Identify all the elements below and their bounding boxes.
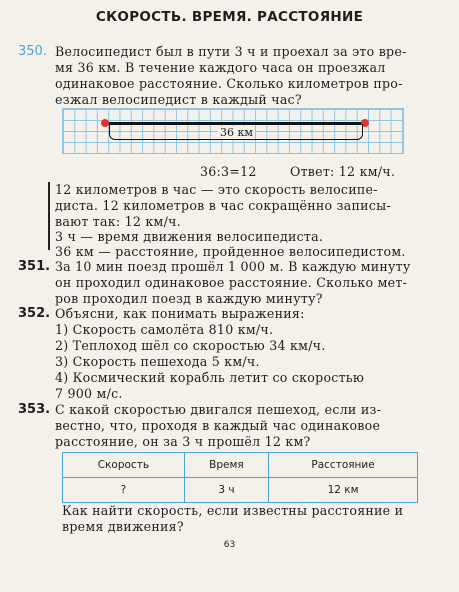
- notes-margin-bar: [48, 182, 50, 250]
- problem-352-item-3: 3) Скорость пешехода 5 км/ч.: [55, 354, 260, 369]
- problem-353-line-2: вестно, что, проходя в каждый час одинаковое: [55, 418, 381, 433]
- problem-351-line-3: ров проходил поезд в каждую минуту?: [55, 291, 323, 306]
- table-header-row: [63, 453, 418, 478]
- problem-number-350: 350.: [18, 44, 47, 59]
- question-line-2: время движения?: [62, 519, 184, 534]
- problem-350-line-2: мя 36 км. В течение каждого часа он проезжал: [55, 60, 386, 75]
- note-line-1: 12 километров в час — это скорость велосипе-: [55, 182, 378, 197]
- problem-number-352: 352.: [18, 306, 51, 321]
- table-header-distance: Расстояние: [269, 453, 418, 478]
- problem-350-line-4: езжал велосипедист в каждый час?: [55, 92, 302, 107]
- problem-number-351: 351.: [18, 259, 51, 274]
- problem-number-353: 353.: [18, 402, 51, 417]
- problem-350-line-3: одинаковое расстояние. Сколько километров про-: [55, 76, 403, 91]
- problem-352-line-1: Объясни, как понимать выражения:: [55, 306, 305, 321]
- note-line-2: диста. 12 километров в час сокращённо записы-: [55, 198, 391, 213]
- answer-text: Ответ: 12 км/ч.: [290, 164, 396, 179]
- table-cell-time: 3 ч: [184, 478, 268, 503]
- problem-353-line-1: С какой скоростью двигался пешеход, если из-: [55, 402, 382, 417]
- page-number: 63: [223, 540, 236, 550]
- note-line-5: 36 км — расстояние, пройденное велосипедистом.: [55, 244, 406, 259]
- problem-352-item-2: 2) Теплоход шёл со скоростью 34 км/ч.: [55, 338, 326, 353]
- problem-350-line-1: Велосипедист был в пути 3 ч и проехал за это вре-: [55, 44, 407, 59]
- problem-353-line-3: расстояние, он за 3 ч прошёл 12 км?: [55, 434, 311, 449]
- table-header-time: Время: [184, 453, 268, 478]
- problem-351-line-1: За 10 мин поезд прошёл 1 000 м. В каждую минуту: [55, 259, 411, 274]
- problem-352-item-1: 1) Скорость самолёта 810 км/ч.: [55, 322, 274, 337]
- problem-352-item-4: 4) Космический корабль летит со скоростью: [55, 370, 365, 385]
- question-line-1: Как найти скорость, если известны расстояние и: [62, 503, 404, 518]
- data-table: [62, 452, 418, 503]
- problem-351-line-2: он проходил одинаковое расстояние. Сколько мет-: [55, 275, 408, 290]
- table-cell-speed: ?: [63, 478, 185, 503]
- segment-start-point: [101, 119, 109, 127]
- page-title: СКОРОСТЬ. ВРЕМЯ. РАССТОЯНИЕ: [95, 9, 364, 25]
- table-cell-distance: 12 км: [269, 478, 418, 503]
- problem-352-item-4-cont: 7 900 м/с.: [55, 386, 123, 401]
- table-row: [63, 478, 418, 503]
- note-line-4: 3 ч — время движения велосипедиста.: [55, 229, 324, 244]
- table-header-speed: Скорость: [63, 453, 185, 478]
- note-line-3: вают так: 12 км/ч.: [55, 214, 181, 229]
- segment-length-label: 36 км: [220, 126, 253, 139]
- solution-expression: 36:3=12: [200, 164, 257, 179]
